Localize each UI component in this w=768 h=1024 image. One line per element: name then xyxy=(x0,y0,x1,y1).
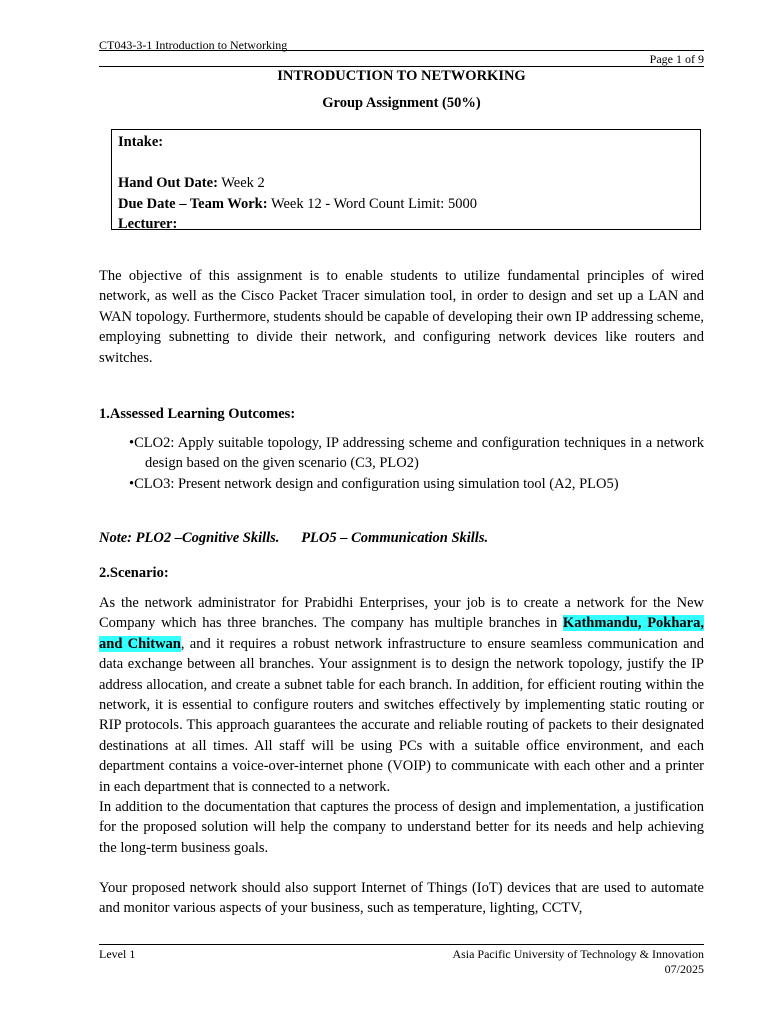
footer-divider xyxy=(99,944,704,945)
document-page xyxy=(99,0,704,1024)
bullet-icon: • xyxy=(129,435,135,451)
outcomes-list xyxy=(99,433,704,494)
footer-date: 07/2025 xyxy=(664,962,704,976)
note-part-1: Note: PLO2 –Cognitive Skills. xyxy=(99,530,280,546)
scenario-text-2: In addition to the documentation that captures the process of design and implementation, a justification for the proposed solution will help the company to understand better for its needs and help achieving the long-term business goals. xyxy=(99,799,704,856)
blank-row xyxy=(118,153,694,174)
intake-row xyxy=(118,132,694,153)
scenario-text-after: , and it requires a robust network infrastructure to ensure seamless communication and data exchange between all branches. Your assignment is to design the network topology, justify the IP address allocation, and create a subnet table for each branch. In addition, for efficient routing within the network, it is essential to configure routers and switches effectively by implementing static routing or RIP protocols. This approach guarantees the accurate and reliable routing of packets to their designated destinations at all times. All staff will be using PCs with a suitable office environment, and each department contains a voice-over-internet phone (VOIP) to communicate with each other and a printer in each department that is connected to a network. xyxy=(99,635,705,795)
branch-highlight: Kathmandu, Pokhara, and Chitwan xyxy=(99,615,704,652)
handout-value: Week 2 xyxy=(217,175,265,191)
footer-level: Level 1 xyxy=(99,947,136,961)
due-value: Week 12 - Word Count Limit: 5000 xyxy=(267,195,477,212)
note-part-2: PLO5 – Communication Skills. xyxy=(301,530,489,546)
due-label: Due Date – Team Work: xyxy=(118,195,268,212)
lecturer-row xyxy=(118,214,694,235)
outcomes-heading: 1.Assessed Learning Outcomes: xyxy=(99,406,296,422)
lecturer-label: Lecturer: xyxy=(118,216,178,232)
intake-label: Intake: xyxy=(118,134,164,150)
bullet-icon: • xyxy=(129,475,135,492)
due-row xyxy=(118,194,694,215)
outcome-text: CLO3: Present network design and configuration using simulation tool (A2, PLO5) xyxy=(134,475,619,492)
scenario-paragraph xyxy=(99,593,704,858)
scenario-heading: 2.Scenario: xyxy=(99,565,169,581)
scenario-text-before: As the network administrator for Prabidhi Enterprises, your job is to create a network for the New Company which has three branches. The company has multiple branches in xyxy=(99,595,704,632)
header-divider xyxy=(99,50,704,51)
footer-org-name: Asia Pacific University of Technology & Innovation xyxy=(452,947,704,961)
outcome-text: CLO2: Apply suitable topology, IP addressing scheme and configuration techniques in a network design based on the given scenario (C3, PLO2) xyxy=(134,435,704,472)
document-title: INTRODUCTION TO NETWORKING xyxy=(277,68,526,84)
header-divider-2 xyxy=(99,66,704,67)
handout-label: Hand Out Date: xyxy=(118,175,218,191)
plo-note xyxy=(99,530,488,547)
list-item xyxy=(99,433,704,474)
footer-organization xyxy=(452,947,704,977)
objective-paragraph: The objective of this assignment is to enable students to utilize fundamental principles of wired network, as well as the Cisco Packet Tracer simulation tool, in order to design and set up a LAN and WAN topology. Furthermore, students should be capable of developing their own IP addressing scheme, employing subnetting to divide their network, and configuring network devices like routers and switches. xyxy=(99,268,704,366)
list-item xyxy=(99,474,704,494)
page-number: Page 1 of 9 xyxy=(649,52,704,66)
handout-row xyxy=(118,173,694,194)
document-subtitle: Group Assignment (50%) xyxy=(322,95,481,111)
iot-paragraph: Your proposed network should also support Internet of Things (IoT) devices that are used to automate and monitor various aspects of your business, such as temperature, lighting, CCTV, xyxy=(99,880,704,917)
header-course-title: CT043-3-1 Introduction to Networking xyxy=(99,38,288,52)
assignment-info-box xyxy=(111,129,701,230)
